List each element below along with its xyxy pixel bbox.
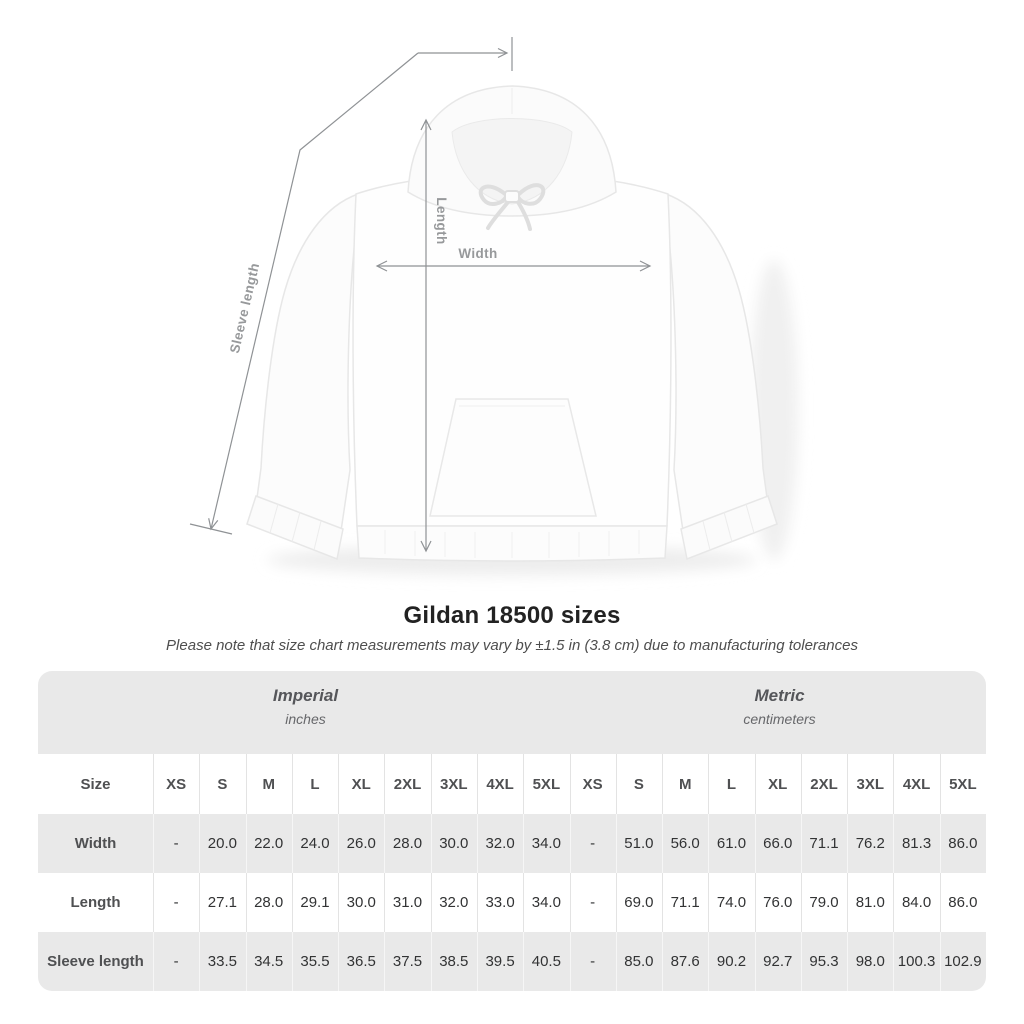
value-cell: - [153,873,199,932]
size-header: XS [570,754,616,814]
value-cell: 28.0 [384,814,430,873]
cuff-reference-tick [190,524,232,534]
value-cell: 95.3 [801,932,847,991]
metric-label: Metric [754,686,805,705]
row-label: Sleeve length [47,953,144,970]
size-header: XL [755,754,801,814]
value-cell: 98.0 [847,932,893,991]
value-cell: 32.0 [431,873,477,932]
value-cell: 92.7 [755,932,801,991]
value-cell: 22.0 [246,814,292,873]
value-cell: 34.0 [523,873,569,932]
value-cell: 24.0 [292,814,338,873]
value-cell: 66.0 [755,814,801,873]
size-header: 4XL [477,754,523,814]
value-cell: 76.2 [847,814,893,873]
value-cell: 33.0 [477,873,523,932]
value-cell: 86.0 [940,814,986,873]
value-cell: - [570,873,616,932]
value-cell: 86.0 [940,873,986,932]
metric-unit-label: centimeters [743,711,816,727]
table-row-sleeve-length [38,932,986,991]
size-header: M [662,754,708,814]
length-label: Length [434,197,449,245]
value-cell: 71.1 [662,873,708,932]
value-cell: 36.5 [338,932,384,991]
size-header-row [38,754,986,814]
sleeve-length-label: Sleeve length [226,261,263,355]
imperial-label: Imperial [272,686,339,705]
value-cell: 28.0 [246,873,292,932]
value-cell: 81.3 [893,814,939,873]
value-cell: 51.0 [616,814,662,873]
value-cell: 35.5 [292,932,338,991]
value-cell: 87.6 [662,932,708,991]
value-cell: 79.0 [801,873,847,932]
row-label: Width [74,835,117,852]
value-cell: 102.9 [940,932,986,991]
unit-group-metric [573,671,986,754]
page-subtitle: Please note that size chart measurements may vary by ±1.5 in (3.8 cm) due to manufacturing tolerances [166,637,858,654]
size-header: 3XL [847,754,893,814]
value-cell: - [153,814,199,873]
value-cell: 61.0 [708,814,754,873]
size-header: 3XL [431,754,477,814]
value-cell: 90.2 [708,932,754,991]
table-row-width [38,814,986,873]
imperial-unit-label: inches [285,711,326,727]
value-cell: 100.3 [893,932,939,991]
value-cell: 85.0 [616,932,662,991]
value-cell: 81.0 [847,873,893,932]
unit-group-imperial [38,671,573,754]
value-cell: 76.0 [755,873,801,932]
size-header: 5XL [523,754,569,814]
value-cell: 32.0 [477,814,523,873]
size-header: 2XL [801,754,847,814]
size-header: 4XL [893,754,939,814]
value-cell: 20.0 [199,814,245,873]
size-header: XL [338,754,384,814]
value-cell: 30.0 [338,873,384,932]
value-cell: 84.0 [893,873,939,932]
value-cell: 56.0 [662,814,708,873]
value-cell: - [570,932,616,991]
value-cell: 71.1 [801,814,847,873]
value-cell: 69.0 [616,873,662,932]
size-header: S [199,754,245,814]
value-cell: 29.1 [292,873,338,932]
value-cell: 33.5 [199,932,245,991]
row-label: Length [70,894,121,911]
size-header: 5XL [940,754,986,814]
size-header: S [616,754,662,814]
page-title: Gildan 18500 sizes [403,602,621,629]
value-cell: - [153,932,199,991]
size-header: 2XL [384,754,430,814]
value-cell: 34.5 [246,932,292,991]
size-header: M [246,754,292,814]
kangaroo-pocket [430,399,596,516]
table-row-length [38,873,986,932]
value-cell: - [570,814,616,873]
value-cell: 27.1 [199,873,245,932]
unit-header-band [38,671,986,754]
value-cell: 40.5 [523,932,569,991]
value-cell: 38.5 [431,932,477,991]
value-cell: 39.5 [477,932,523,991]
value-cell: 37.5 [384,932,430,991]
value-cell: 30.0 [431,814,477,873]
value-cell: 31.0 [384,873,430,932]
size-header: L [292,754,338,814]
size-header: XS [153,754,199,814]
size-column-header: Size [80,775,111,793]
size-header: L [708,754,754,814]
drawstring-knot [505,191,519,202]
value-cell: 34.0 [523,814,569,873]
value-cell: 26.0 [338,814,384,873]
value-cell: 74.0 [708,873,754,932]
width-label: Width [458,246,498,261]
size-table [38,671,986,991]
